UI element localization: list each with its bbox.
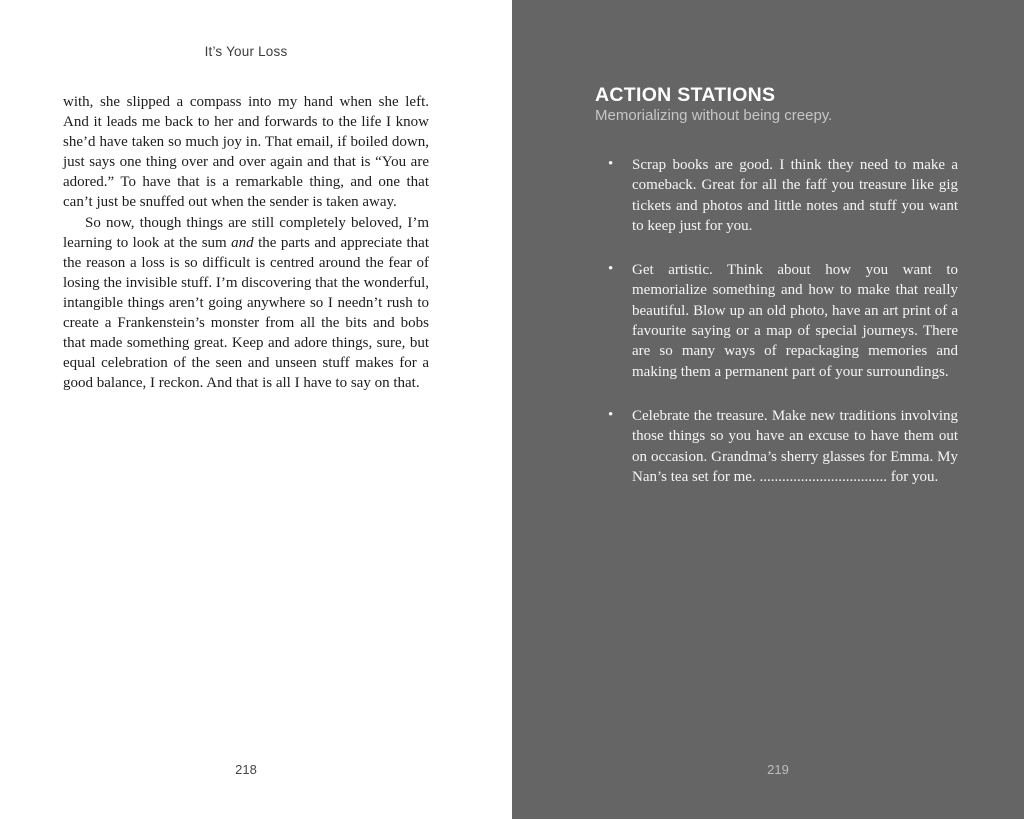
action-bullet-list: [595, 155, 958, 487]
bullet-text: Celebrate the treasure. Make new traditions involving those things so you have an excuse to have them out on occasion. Grandma’s sherry glasses for Emma. My Nan’s tea set for me. .................................. for you.: [632, 407, 958, 485]
page-number-right: 219: [767, 762, 789, 777]
bullet-icon: •: [608, 156, 614, 172]
italic-word: and: [231, 234, 254, 251]
bullet-icon: •: [608, 261, 614, 278]
paragraph: with, she slipped a compass into my hand when she left. And it leads me back to her and forwards to the life I know she’d have taken so much joy in. That email, if boiled down, just says one thing over and over again and that is “You are adored.” To have that is a remarkable thing, and one that can’t just be snuffed out when the sender is taken away.: [63, 94, 429, 211]
paragraph-text: the parts and appreciate that the reason a loss is so difficult is centred around the fear of losing the invisible stuff. I’m discovering that the wonderful, intangible things aren’t going anywhere so I needn’t rush to create a Frankenstein’s monster from all the bits and bobs that made something great. Keep and adore things, sure, but equal celebration of the seen and unseen stuff makes for a good balance, I reckon. And that is all I have to say on that.: [63, 234, 429, 392]
action-box-title: ACTION STATIONS: [595, 84, 776, 106]
page-number-left: 218: [235, 762, 257, 777]
right-page: [512, 0, 1024, 819]
list-item: [595, 260, 958, 382]
bullet-text: Get artistic. Think about how you want to memorialize something and how to make that really beautiful. Blow up an old photo, have an art print of a favourite saying or a map of special journeys. There are so many ways of repackaging memories and making them a permanent part of your surroundings.: [632, 262, 958, 380]
bullet-icon: •: [608, 406, 614, 423]
list-item: [595, 406, 958, 487]
action-stations-box: [595, 84, 958, 511]
list-item: [595, 155, 958, 236]
paragraph: [63, 213, 429, 394]
running-header: It’s Your Loss: [204, 44, 288, 59]
action-box-subtitle: Memorializing without being creepy.: [595, 107, 833, 124]
bullet-text: Scrap books are good. I think they need to make a comeback. Great for all the faff you treasure like gig tickets and photos and little notes and stuff you want to keep just for you.: [632, 157, 958, 234]
body-text: [63, 92, 429, 393]
paragraph-text: So now, though things are still completely beloved, I’m learning to look at the sum: [63, 214, 429, 251]
